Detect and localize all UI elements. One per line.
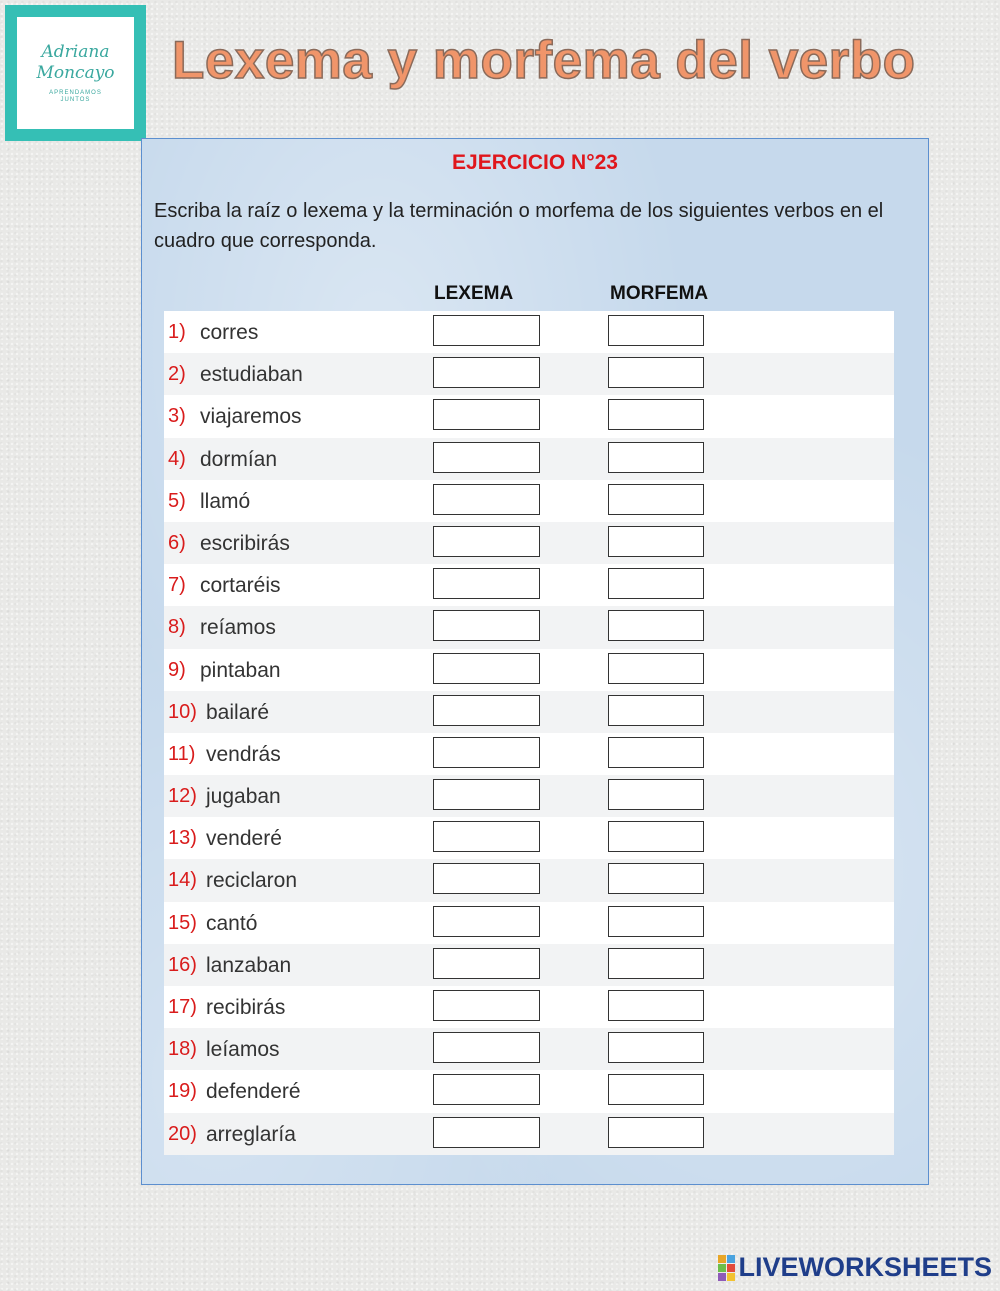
logo-name-line2: Moncayo (36, 63, 115, 83)
table-row (164, 353, 894, 395)
item-number: 14) (168, 869, 197, 892)
table-row (164, 944, 894, 986)
liveworksheets-logo (718, 1252, 992, 1283)
lexema-input[interactable] (433, 779, 540, 810)
lexema-input[interactable] (433, 653, 540, 684)
morfema-input[interactable] (608, 990, 704, 1021)
morfema-input[interactable] (608, 526, 704, 557)
morfema-input[interactable] (608, 695, 704, 726)
verb-label: dormían (200, 447, 278, 471)
verb-label: estudiaban (200, 363, 303, 387)
lexema-input[interactable] (433, 948, 540, 979)
item-number: 12) (168, 785, 197, 808)
table-row (164, 1070, 894, 1112)
table-row (164, 311, 894, 353)
exercise-instructions: Escriba la raíz o lexema y la terminación o morfema de los siguientes verbos en el cuadro que corresponda. (154, 200, 884, 252)
verb-label: recibirás (206, 996, 286, 1019)
table-row (164, 1028, 894, 1070)
exercise-panel (141, 138, 929, 1185)
verb-label: reciclaron (206, 869, 298, 893)
item-number: 3) (168, 405, 186, 428)
table-row (164, 606, 894, 648)
table-row (164, 859, 894, 901)
morfema-input[interactable] (608, 948, 704, 979)
item-number: 17) (168, 996, 197, 1018)
liveworksheets-wordmark: LIVEWORKSHEETS (738, 1252, 992, 1282)
table-row (164, 775, 894, 817)
lexema-input[interactable] (433, 990, 540, 1021)
verb-label: pintaban (200, 658, 281, 682)
verb-label: reíamos (200, 616, 276, 640)
table-row (164, 395, 894, 437)
logo-block (718, 1273, 726, 1281)
morfema-input[interactable] (608, 906, 704, 937)
item-number: 15) (168, 911, 197, 934)
morfema-input[interactable] (608, 653, 704, 684)
table-row (164, 438, 894, 480)
logo-name-line1: Adriana (41, 42, 110, 62)
table-row (164, 817, 894, 859)
item-number: 18) (168, 1038, 197, 1061)
item-number: 13) (168, 827, 197, 850)
verb-label: bailaré (206, 700, 270, 724)
morfema-input[interactable] (608, 1032, 704, 1063)
item-number: 5) (168, 489, 186, 512)
table-row (164, 1113, 894, 1155)
verb-label: corres (200, 321, 259, 344)
logo-block (727, 1255, 735, 1263)
morfema-input[interactable] (608, 484, 704, 515)
morfema-input[interactable] (608, 442, 704, 473)
lexema-header: LEXEMA (434, 283, 514, 304)
table-row (164, 691, 894, 733)
lexema-input[interactable] (433, 526, 540, 557)
lexema-input[interactable] (433, 737, 540, 768)
liveworksheets-blocks-icon (718, 1255, 735, 1281)
morfema-header: MORFEMA (610, 283, 709, 304)
verb-label: defenderé (206, 1080, 301, 1104)
lexema-input[interactable] (433, 442, 540, 473)
morfema-input[interactable] (608, 1074, 704, 1105)
lexema-input[interactable] (433, 1032, 540, 1063)
morfema-input[interactable] (608, 779, 704, 810)
morfema-input[interactable] (608, 357, 704, 388)
verb-label: leíamos (206, 1038, 280, 1062)
item-number: 4) (168, 447, 186, 470)
verb-label: cortaréis (200, 574, 281, 598)
item-number: 7) (168, 574, 186, 597)
verb-label: viajaremos (200, 405, 302, 429)
item-number: 11) (168, 742, 196, 765)
lexema-input[interactable] (433, 610, 540, 641)
logo-block (718, 1264, 726, 1272)
morfema-input[interactable] (608, 1117, 704, 1148)
item-number: 6) (168, 531, 186, 554)
lexema-input[interactable] (433, 1074, 540, 1105)
logo (5, 5, 146, 141)
morfema-input[interactable] (608, 821, 704, 852)
verb-label: escribirás (200, 531, 290, 555)
verb-label: vendrás (206, 742, 281, 766)
item-number: 20) (168, 1122, 197, 1145)
item-number: 2) (168, 363, 186, 386)
verb-label: cantó (206, 911, 258, 935)
verb-table (164, 311, 894, 1155)
logo-block (727, 1273, 735, 1281)
item-number: 8) (168, 616, 186, 639)
logo-block (727, 1264, 735, 1272)
exercise-title: EJERCICIO N°23 (452, 151, 618, 174)
morfema-input[interactable] (608, 315, 704, 346)
lexema-input[interactable] (433, 906, 540, 937)
table-row (164, 733, 894, 775)
verb-label: llamó (200, 489, 251, 513)
morfema-input[interactable] (608, 568, 704, 599)
table-row (164, 902, 894, 944)
table-row (164, 522, 894, 564)
morfema-input[interactable] (608, 737, 704, 768)
item-number: 10) (168, 700, 197, 723)
verb-label: venderé (206, 827, 282, 851)
morfema-input[interactable] (608, 399, 704, 430)
lexema-input[interactable] (433, 863, 540, 894)
lexema-input[interactable] (433, 484, 540, 515)
morfema-input[interactable] (608, 863, 704, 894)
logo-tagline: APRENDAMOS JUNTOS (49, 90, 102, 103)
table-row (164, 564, 894, 606)
item-number: 16) (168, 953, 197, 976)
lexema-input[interactable] (433, 695, 540, 726)
lexema-input[interactable] (433, 399, 540, 430)
verb-label: arreglaría (206, 1122, 296, 1146)
logo-badge (17, 17, 134, 129)
page-title: Lexema y morfema del verbo (172, 31, 916, 90)
item-number: 9) (168, 658, 186, 681)
lexema-input[interactable] (433, 821, 540, 852)
verb-label: lanzaban (206, 953, 292, 977)
table-row (164, 480, 894, 522)
item-number: 1) (168, 321, 186, 343)
item-number: 19) (168, 1080, 197, 1103)
lexema-input[interactable] (433, 315, 540, 346)
morfema-input[interactable] (608, 610, 704, 641)
lexema-input[interactable] (433, 1117, 540, 1148)
lexema-input[interactable] (433, 357, 540, 388)
table-row (164, 649, 894, 691)
table-row (164, 986, 894, 1028)
verb-label: jugaban (206, 785, 281, 809)
lexema-input[interactable] (433, 568, 540, 599)
logo-block (718, 1255, 726, 1263)
